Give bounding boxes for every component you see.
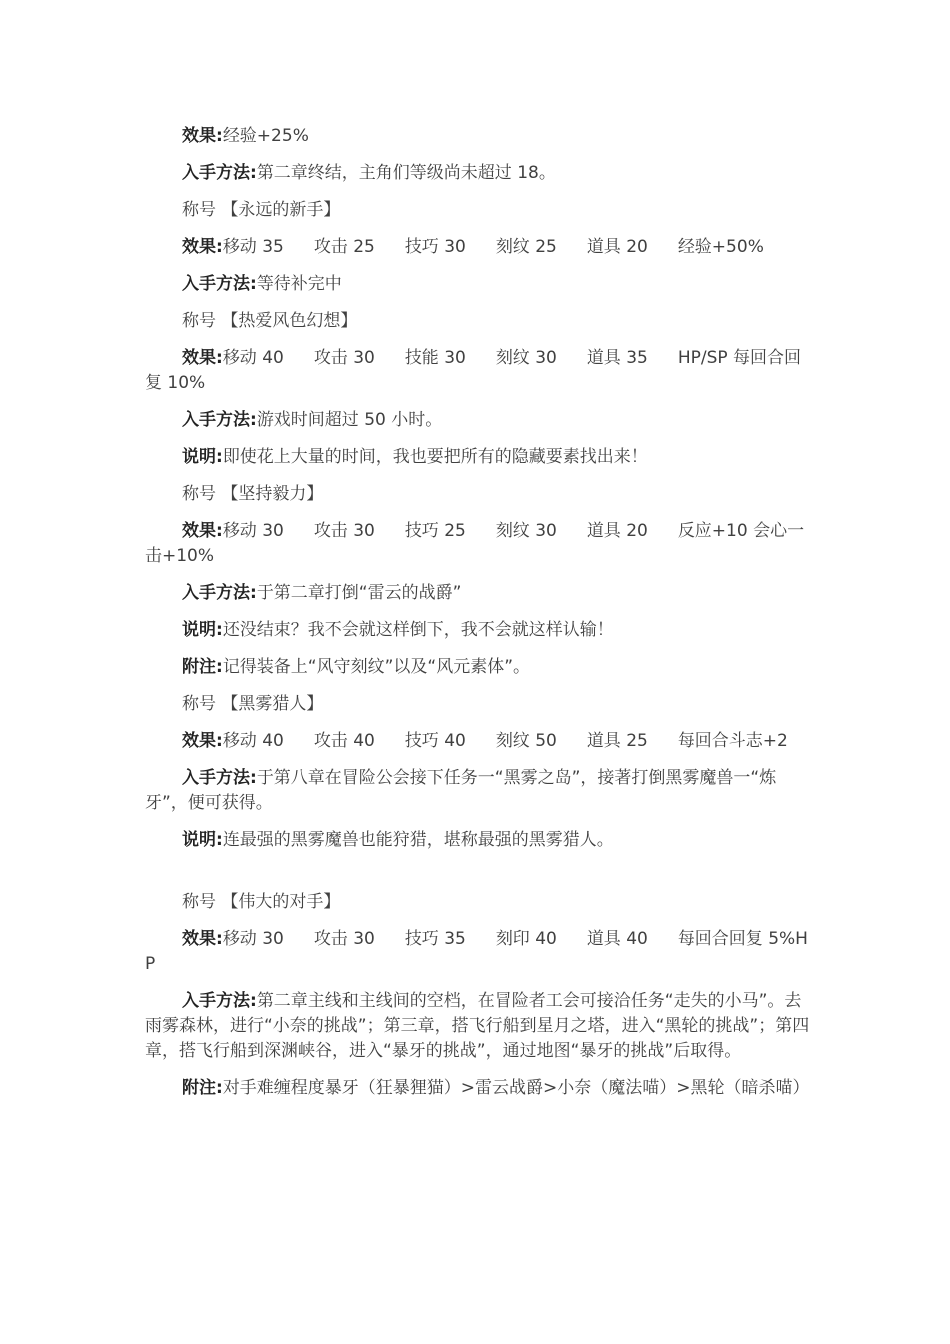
stat-item: 技能 30 [404,348,466,368]
stat-item: 攻击 30 [313,929,375,949]
stat-item: 刻纹 30 [495,521,557,541]
desc-text: 连最强的黑雾魔兽也能狩猎，堪称最强的黑雾猎人。 [222,830,614,850]
method-label: 入手方法: [182,163,257,183]
method-line [145,161,810,186]
stat-item: 技巧 30 [404,237,466,257]
stat-item: 道具 20 [586,521,648,541]
effect-label: 效果: [182,731,223,751]
stat-item: 道具 20 [586,237,648,257]
stat-item: 攻击 40 [313,731,375,751]
method-text: 第二章主线和主线间的空档，在冒险者工会可接洽任务“走失的小马”。去雨雾森林，进行“小奈的挑战”；第三章，搭飞行船到星月之塔，进入“黑轮的挑战”；第四章，搭飞行船到深渊峡谷，进入“暴牙的挑战”，通过地图“暴牙的挑战”后取得。 [145,991,810,1061]
method-text: 游戏时间超过 50 小时。 [256,410,443,430]
effect-line [145,927,810,977]
method-text: 于第二章打倒“雷云的战爵” [256,583,462,603]
stat-extra: 每回合斗志+2 [677,731,788,751]
note-label: 附注: [182,657,223,677]
method-text: 第二章终结，主角们等级尚未超过 18。 [256,163,556,183]
effect-label: 效果: [182,929,223,949]
document-body [145,124,810,1113]
stat-item: 移动 35 [222,237,284,257]
stat-extra: HP/SP 每回合回复 10% [145,348,802,393]
desc-line [145,618,810,643]
title-heading [145,482,810,507]
stat-item: 攻击 30 [313,521,375,541]
effect-label: 效果: [182,126,223,146]
effect-line [145,729,810,754]
title-heading [145,890,810,915]
method-label: 入手方法: [182,991,257,1011]
effect-label: 效果: [182,348,223,368]
desc-line [145,445,810,470]
note-line [145,655,810,680]
title-name: 【黑雾猎人】 [221,694,324,714]
note-line [145,1076,810,1101]
effect-line [145,519,810,569]
desc-label: 说明: [182,620,223,640]
stat-extra: 反应+10 会心一击+10% [145,521,805,566]
title-name: 【伟大的对手】 [221,892,341,912]
note-label: 附注: [182,1078,223,1098]
desc-text: 还没结束？我不会就这样倒下，我不会就这样认输！ [222,620,614,640]
stat-item: 技巧 35 [404,929,466,949]
title-name: 【永远的新手】 [221,200,341,220]
title-name: 【坚持毅力】 [221,484,324,504]
stat-extra: 经验+50% [677,237,764,257]
stat-item: 刻纹 25 [495,237,557,257]
method-label: 入手方法: [182,768,257,788]
title-heading [145,309,810,334]
method-label: 入手方法: [182,410,257,430]
stat-item: 刻纹 30 [495,348,557,368]
note-text: 对手难缠程度暴牙（狂暴狸猫）>雷云战爵>小奈（魔法喵）>黑轮（暗杀喵） [222,1078,810,1098]
stat-item: 道具 40 [586,929,648,949]
stat-item: 移动 40 [222,731,284,751]
title-label: 称号 [182,892,216,912]
stat-item: 攻击 30 [313,348,375,368]
title-label: 称号 [182,694,216,714]
stat-item: 道具 35 [586,348,648,368]
stat-item: 移动 30 [222,929,284,949]
desc-label: 说明: [182,447,223,467]
stat-item: 移动 40 [222,348,284,368]
method-line [145,408,810,433]
effect-label: 效果: [182,521,223,541]
desc-text: 即使花上大量的时间，我也要把所有的隐藏要素找出来！ [222,447,648,467]
effect-text: 经验+25% [222,126,309,146]
method-line [145,581,810,606]
desc-label: 说明: [182,830,223,850]
method-text: 于第八章在冒险公会接下任务一“黑雾之岛”，接著打倒黑雾魔兽一“炼牙”，便可获得。 [145,768,777,813]
stat-item: 道具 25 [586,731,648,751]
effect-line [145,346,810,396]
method-line [145,766,810,816]
stat-item: 攻击 25 [313,237,375,257]
stat-item: 刻印 40 [495,929,557,949]
spacer [145,865,810,890]
method-text: 等待补完中 [256,274,342,294]
title-heading [145,692,810,717]
stat-extra: 每回合回复 5%HP [145,929,808,974]
stat-item: 技巧 40 [404,731,466,751]
stat-item: 技巧 25 [404,521,466,541]
stat-item: 刻纹 50 [495,731,557,751]
title-label: 称号 [182,200,216,220]
note-text: 记得装备上“风守刻纹”以及“风元素体”。 [222,657,531,677]
desc-line [145,828,810,853]
method-label: 入手方法: [182,583,257,603]
title-label: 称号 [182,311,216,331]
title-heading [145,198,810,223]
method-label: 入手方法: [182,274,257,294]
method-line [145,989,810,1064]
title-name: 【热爱风色幻想】 [221,311,358,331]
method-line [145,272,810,297]
title-label: 称号 [182,484,216,504]
stat-item: 移动 30 [222,521,284,541]
effect-label: 效果: [182,237,223,257]
effect-line [145,235,810,260]
effect-line [145,124,810,149]
